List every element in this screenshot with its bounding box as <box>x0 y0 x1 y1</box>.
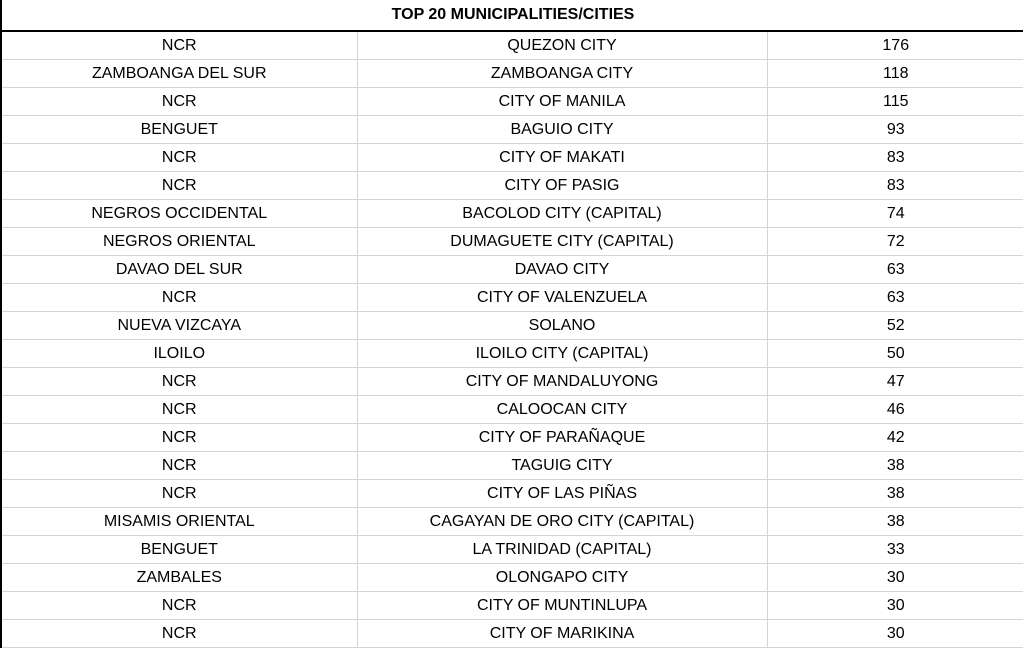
province-cell[interactable]: ILOILO <box>1 340 357 368</box>
city-cell[interactable]: CITY OF MARIKINA <box>357 620 767 648</box>
count-cell[interactable]: 72 <box>767 228 1023 256</box>
city-cell[interactable]: CITY OF PASIG <box>357 172 767 200</box>
table-row <box>1 620 1023 648</box>
count-cell[interactable]: 50 <box>767 340 1023 368</box>
table-row <box>1 592 1023 620</box>
city-cell[interactable]: CALOOCAN CITY <box>357 396 767 424</box>
city-cell[interactable]: CAGAYAN DE ORO CITY (CAPITAL) <box>357 508 767 536</box>
table-row <box>1 424 1023 452</box>
province-cell[interactable]: ZAMBOANGA DEL SUR <box>1 60 357 88</box>
province-cell[interactable]: NCR <box>1 88 357 116</box>
count-cell[interactable]: 93 <box>767 116 1023 144</box>
province-cell[interactable]: NEGROS ORIENTAL <box>1 228 357 256</box>
city-cell[interactable]: ZAMBOANGA CITY <box>357 60 767 88</box>
province-cell[interactable]: NCR <box>1 284 357 312</box>
city-cell[interactable]: CITY OF MUNTINLUPA <box>357 592 767 620</box>
table-row <box>1 31 1023 60</box>
city-cell[interactable]: CITY OF MAKATI <box>357 144 767 172</box>
province-cell[interactable]: NEGROS OCCIDENTAL <box>1 200 357 228</box>
city-cell[interactable]: CITY OF PARAÑAQUE <box>357 424 767 452</box>
count-cell[interactable]: 38 <box>767 480 1023 508</box>
city-cell[interactable]: TAGUIG CITY <box>357 452 767 480</box>
city-cell[interactable]: QUEZON CITY <box>357 31 767 60</box>
province-cell[interactable]: NUEVA VIZCAYA <box>1 312 357 340</box>
count-cell[interactable]: 30 <box>767 564 1023 592</box>
province-cell[interactable]: NCR <box>1 172 357 200</box>
table-row <box>1 256 1023 284</box>
city-cell[interactable]: OLONGAPO CITY <box>357 564 767 592</box>
city-cell[interactable]: BAGUIO CITY <box>357 116 767 144</box>
city-cell[interactable]: DAVAO CITY <box>357 256 767 284</box>
count-cell[interactable]: 83 <box>767 144 1023 172</box>
table-row <box>1 480 1023 508</box>
count-cell[interactable]: 115 <box>767 88 1023 116</box>
city-cell[interactable]: BACOLOD CITY (CAPITAL) <box>357 200 767 228</box>
province-cell[interactable]: NCR <box>1 31 357 60</box>
province-cell[interactable]: NCR <box>1 620 357 648</box>
city-cell[interactable]: CITY OF LAS PIÑAS <box>357 480 767 508</box>
count-cell[interactable]: 52 <box>767 312 1023 340</box>
count-cell[interactable]: 47 <box>767 368 1023 396</box>
count-cell[interactable]: 38 <box>767 508 1023 536</box>
table-title-row <box>1 0 1023 31</box>
count-cell[interactable]: 63 <box>767 256 1023 284</box>
province-cell[interactable]: DAVAO DEL SUR <box>1 256 357 284</box>
province-cell[interactable]: BENGUET <box>1 116 357 144</box>
province-cell[interactable]: ZAMBALES <box>1 564 357 592</box>
province-cell[interactable]: NCR <box>1 144 357 172</box>
count-cell[interactable]: 30 <box>767 620 1023 648</box>
province-cell[interactable]: NCR <box>1 480 357 508</box>
count-cell[interactable]: 118 <box>767 60 1023 88</box>
table-title[interactable]: TOP 20 MUNICIPALITIES/CITIES <box>1 0 1023 31</box>
table-row <box>1 284 1023 312</box>
count-cell[interactable]: 83 <box>767 172 1023 200</box>
city-cell[interactable]: CITY OF VALENZUELA <box>357 284 767 312</box>
table-body <box>1 0 1023 648</box>
province-cell[interactable]: NCR <box>1 452 357 480</box>
count-cell[interactable]: 176 <box>767 31 1023 60</box>
table-row <box>1 172 1023 200</box>
province-cell[interactable]: NCR <box>1 592 357 620</box>
table-row <box>1 452 1023 480</box>
table-row <box>1 88 1023 116</box>
count-cell[interactable]: 30 <box>767 592 1023 620</box>
table-row <box>1 144 1023 172</box>
province-cell[interactable]: NCR <box>1 396 357 424</box>
city-cell[interactable]: DUMAGUETE CITY (CAPITAL) <box>357 228 767 256</box>
city-cell[interactable]: CITY OF MANDALUYONG <box>357 368 767 396</box>
city-cell[interactable]: LA TRINIDAD (CAPITAL) <box>357 536 767 564</box>
table-row <box>1 396 1023 424</box>
count-cell[interactable]: 63 <box>767 284 1023 312</box>
count-cell[interactable]: 42 <box>767 424 1023 452</box>
province-cell[interactable]: MISAMIS ORIENTAL <box>1 508 357 536</box>
province-cell[interactable]: BENGUET <box>1 536 357 564</box>
province-cell[interactable]: NCR <box>1 368 357 396</box>
count-cell[interactable]: 33 <box>767 536 1023 564</box>
table-row <box>1 116 1023 144</box>
count-cell[interactable]: 74 <box>767 200 1023 228</box>
table-row <box>1 228 1023 256</box>
province-cell[interactable]: NCR <box>1 424 357 452</box>
count-cell[interactable]: 46 <box>767 396 1023 424</box>
table-row <box>1 312 1023 340</box>
city-cell[interactable]: CITY OF MANILA <box>357 88 767 116</box>
table-row <box>1 536 1023 564</box>
table-row <box>1 340 1023 368</box>
table-row <box>1 564 1023 592</box>
count-cell[interactable]: 38 <box>767 452 1023 480</box>
table-row <box>1 368 1023 396</box>
city-cell[interactable]: SOLANO <box>357 312 767 340</box>
table-row <box>1 60 1023 88</box>
table-row <box>1 508 1023 536</box>
city-cell[interactable]: ILOILO CITY (CAPITAL) <box>357 340 767 368</box>
table-row <box>1 200 1023 228</box>
